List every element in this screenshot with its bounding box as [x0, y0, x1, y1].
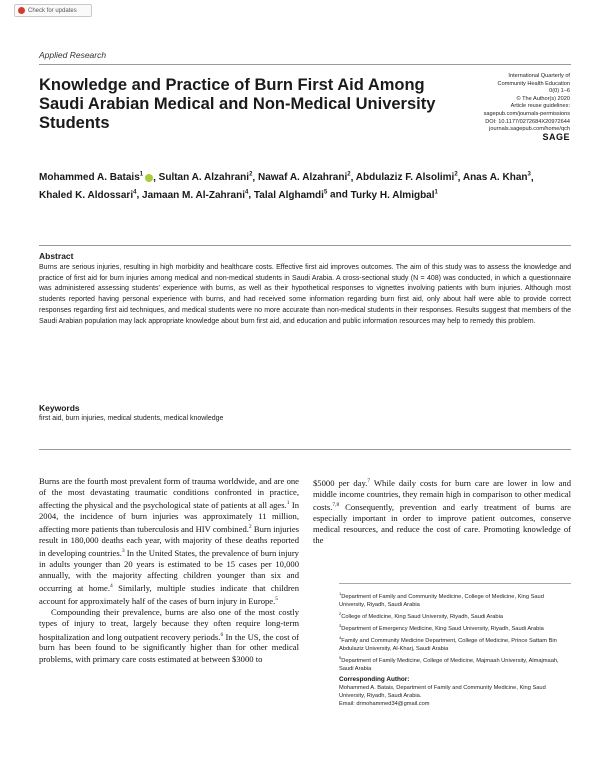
citation-ref[interactable]: 3 — [121, 548, 125, 555]
affiliation-number: 5 — [339, 655, 342, 661]
affiliation-text: Department of Family and Community Medicine, College of Medicine, King Saud University, Riyadh, Saudi Arabia — [339, 593, 544, 608]
author — [39, 190, 136, 201]
affiliation-item — [339, 634, 571, 653]
body-text: In the United States, the prevalence of burn injury in adults younger than 20 years is estimated to be 15 cases per 10,000 annually, with the majority affecting children younger than six and occurring at home. — [39, 548, 299, 594]
body-paragraph — [313, 476, 571, 546]
author-name: Talal Alghamdi — [253, 189, 324, 201]
citation-ref[interactable]: 1 — [286, 500, 290, 507]
crossmark-icon — [18, 7, 25, 14]
check-for-updates-label: Check for updates — [28, 7, 77, 14]
citation-ref[interactable]: 7,8 — [332, 502, 340, 509]
affiliation-item — [339, 610, 571, 622]
abstract-divider — [39, 245, 571, 246]
body-column-right — [313, 476, 571, 546]
journal-info-line: © The Author(s) 2020 — [516, 95, 570, 102]
keywords-heading: Keywords — [39, 403, 80, 413]
citation-ref[interactable]: 6 — [220, 631, 224, 638]
journal-info-line[interactable]: journals.sagepub.com/home/qch — [489, 126, 570, 133]
author-affiliation-number: 2 — [454, 172, 458, 178]
affiliation-item — [339, 622, 571, 634]
author-affiliation-number: 1 — [139, 172, 144, 178]
body-text: Burn injuries result in 180,000 deaths each year, with majority of these deaths reported in developing countries. — [39, 524, 299, 559]
body-text: Similarly, multiple studies indicate that children account for approximately half of the cases of burn injury in Europe. — [39, 583, 299, 607]
abstract-heading: Abstract — [39, 251, 74, 261]
affiliation-text: Department of Emergency Medicine, King Saud University, Riyadh, Saudi Arabia — [341, 626, 544, 633]
author-list: Mohammed A. Batais$^1$ , Sultan A. Alzahrani$^2$, Nawaf A. Alzahrani$^2$, Abdulaziz F. Alsolimi$^2$, Anas A. Khan$^3$, Khaled K. Aldossari$^4$, Jamaan M. Al-Zahrani$^4$, Talal Alghamdi$^5$ and Turky H. Almigbal$^1$ — [39, 172, 534, 201]
author-affiliation-number: 5 — [323, 189, 328, 196]
author-affiliation-number: 2 — [347, 172, 351, 178]
affiliation-number: 3 — [339, 623, 342, 629]
author-name: Abdulaziz F. Alsolimi — [355, 172, 455, 184]
body-text: In 2004, the incidence of burn injuries was approximately 11 million, affecting more patients than tuberculosis and HIV combined. — [39, 500, 299, 535]
author-name: Nawaf A. Alzahrani — [257, 172, 348, 184]
author-name: Sultan A. Alzahrani — [158, 172, 250, 184]
affiliation-text: Family and Community Medicine Department, College of Medicine, Prince Sattam Bin Abdulaziz University, Al-Kharj, Saudi Arabia — [339, 638, 557, 653]
corresponding-author-details — [339, 685, 571, 708]
corresponding-author-email[interactable]: Email: drmohammed34@gmail.com — [339, 700, 430, 707]
affiliation-text: Department of Family Medicine, College of Medicine, Majmaah University, Almajmaah, Saudi Arabia — [339, 658, 559, 673]
journal-info-line[interactable]: sagepub.com/journals-permissions — [483, 110, 570, 117]
affiliation-number: 1 — [339, 591, 342, 596]
affiliation-number: 4 — [339, 635, 342, 641]
citation-ref[interactable]: 5 — [275, 596, 278, 603]
affiliations — [339, 590, 571, 674]
orcid-icon[interactable] — [145, 174, 153, 182]
affiliation-item — [339, 590, 571, 609]
body-text: $5000 per day. — [313, 477, 368, 488]
article-type: Applied Research — [39, 50, 107, 60]
author — [463, 172, 531, 183]
corresponding-author-heading: Corresponding Author: — [339, 676, 410, 683]
citation-ref[interactable]: 7 — [367, 478, 371, 484]
footnote-divider — [339, 583, 571, 584]
author-name: Turky H. Almigbal — [350, 189, 435, 201]
article-title: Knowledge and Practice of Burn First Aid Among Saudi Arabian Medical and Non-Medical University Students — [39, 76, 436, 132]
author-affiliation-number: 4 — [245, 189, 249, 196]
body-text: Compounding their prevalence, burns are also one of the most costly types of injury to treat, largely because they often require long-term hospitalization and long outpatient recovery periods. — [39, 607, 299, 642]
check-for-updates-badge[interactable] — [14, 4, 92, 17]
author-affiliation-number: 2 — [249, 172, 253, 178]
author-affiliation-number: 1 — [434, 189, 438, 196]
body-text: Burns are the fourth most prevalent form of trauma worldwide, and are one of the most devastating traumatic conditions confronted in practice, affecting the physical and the psychological state of patients at all ages. — [39, 476, 299, 511]
header-divider — [39, 64, 571, 65]
author — [254, 190, 327, 201]
affiliation-number: 2 — [339, 610, 342, 616]
author-name: Jamaan M. Al-Zahrani — [142, 189, 246, 201]
journal-info-line: International Quarterly of — [508, 73, 570, 79]
author — [258, 172, 351, 183]
journal-info — [440, 73, 570, 141]
journal-info-line: Article reuse guidelines: — [510, 103, 570, 110]
body-text: Consequently, prevention and early treatment of burns are especially important in order to improve patient outcomes, conserve medical resources, and reduce the cost of care. Promoting knowledge of the — [313, 501, 571, 546]
citation-ref[interactable]: 4 — [110, 583, 113, 590]
body-paragraph — [39, 607, 299, 664]
body-column-left — [39, 476, 299, 665]
journal-info-line: DOI: 10.1177/0272684X20972644 — [485, 118, 570, 125]
corresponding-author-text: Mohammed A. Batais, Department of Family and Community Medicine, King Saud University, Riyadh, Saudi Arabia. — [339, 685, 546, 699]
author — [159, 172, 253, 183]
author-name: Anas A. Khan — [462, 172, 528, 184]
abstract-text: Burns are serious injuries, resulting in high morbidity and healthcare costs. Effective first aid improves outcomes. The aim of this study was to assess the knowledge and practice of first aid for burn injuries among medical and non-medical students in Saudi Arabia. A cross-sectional study (N = 408) was conducted, in which a questionnaire was administered assessing students' experience with burns, as well as their hypothetical responses to vignettes involving patients with burn injuries. Although most students reported having personal experience with burns, and had received some information regarding burn first aid, only about half were able to provide correct responses regarding first aid techniques, and medical students were no more accurate than non-medical students in their responses. Results suggest that members of the Saudi Arabian population may lack appropriate knowledge about burn first aid, and education and public information resources may help to remedy this problem. — [39, 264, 571, 325]
body-divider — [39, 449, 571, 450]
author — [39, 172, 153, 183]
citation-ref[interactable]: 2 — [248, 524, 252, 531]
author-name: Khaled K. Aldossari — [39, 189, 134, 201]
sage-logo: SAGE — [542, 131, 570, 142]
affiliation-item — [339, 654, 571, 673]
author-affiliation-number: 3 — [527, 172, 531, 178]
body-text: While daily costs for burn care are lower in low and middle income countries, they remain high in comparison to other medical costs. — [313, 477, 571, 512]
author-affiliation-number: 4 — [133, 189, 137, 196]
affiliation-text: College of Medicine, King Saud University, Riyadh, Saudi Arabia — [341, 613, 503, 620]
body-paragraph — [39, 476, 299, 607]
journal-info-line: 0(0) 1–6 — [549, 88, 570, 95]
author — [142, 190, 248, 201]
body-text: In the US, the cost of burn has been found to be significantly higher than for other medical problems, with primary care costs estimated at between $3000 to — [39, 631, 300, 664]
author-name: Mohammed A. Batais — [39, 172, 140, 184]
keywords-text: first aid, burn injuries, medical students, medical knowledge — [39, 415, 224, 422]
author — [356, 172, 458, 183]
journal-info-line: Community Health Education — [497, 80, 570, 87]
author — [351, 190, 438, 201]
